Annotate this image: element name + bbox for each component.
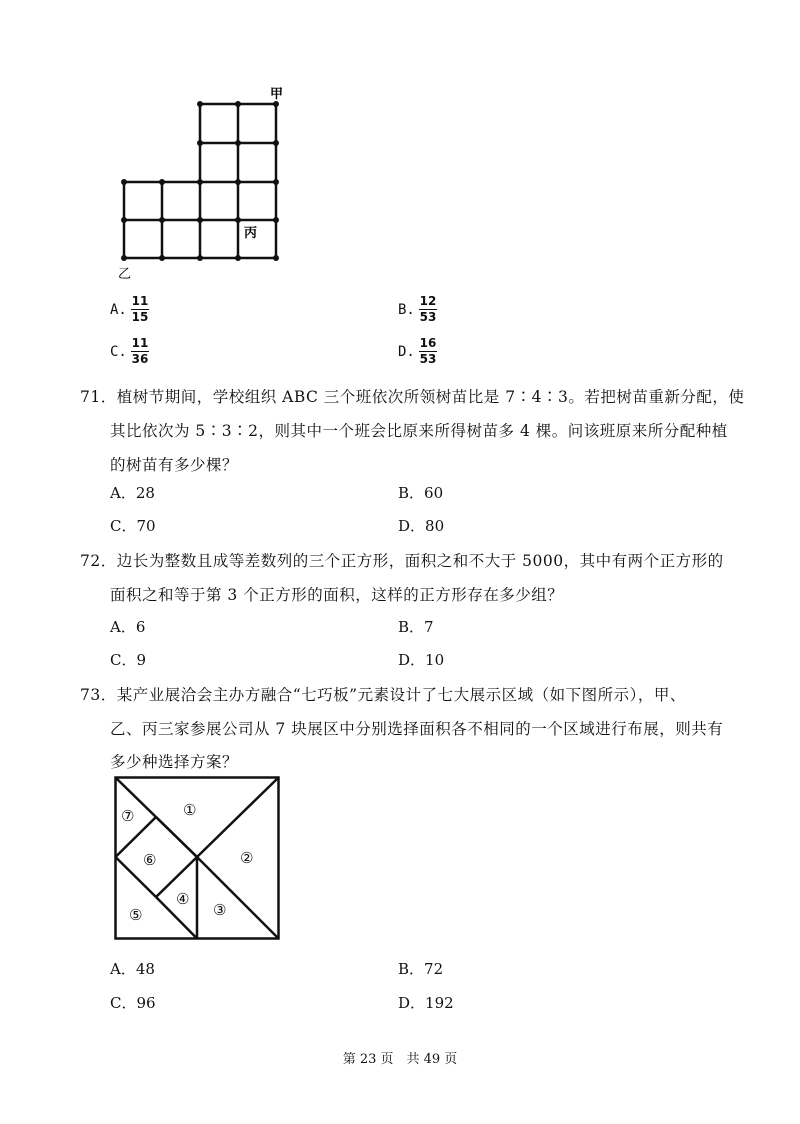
option-label: A.	[110, 302, 127, 318]
region-4-label: ④	[176, 890, 190, 908]
option-label: C.	[110, 344, 127, 360]
denominator: 36	[131, 352, 149, 366]
fraction	[419, 295, 437, 324]
label-yi: 乙	[118, 267, 132, 282]
option-label: B.	[398, 302, 415, 318]
q71-line3: 的树苗有多少棵？	[110, 456, 239, 474]
grid-figure-svg	[110, 82, 300, 282]
q71-line1: 71．植树节期间，学校组织 ABC 三个班依次所领树苗比是 7∶4∶3。若把树苗重新分配，使	[80, 388, 745, 406]
q72-option-a[interactable]: A．6	[110, 618, 146, 636]
region-2-label: ②	[240, 849, 254, 867]
grid-figure	[110, 82, 300, 282]
numerator: 11	[131, 336, 149, 350]
numerator: 11	[131, 294, 149, 308]
q72-line1: 72．边长为整数且成等差数列的三个正方形，面积之和不大于 5000，其中有两个正方形的	[80, 552, 724, 570]
region-3-label: ③	[213, 901, 227, 919]
q73-line1: 73．某产业展洽会主办方融合“七巧板”元素设计了七大展示区域（如下图所示），甲、	[80, 686, 686, 704]
label-jia: 甲	[270, 87, 284, 102]
tangram-figure	[113, 775, 283, 945]
fraction	[419, 337, 437, 366]
region-5-label: ⑤	[129, 906, 143, 924]
numerator: 16	[419, 336, 437, 350]
tangram-svg	[113, 775, 283, 945]
label-bing: 丙	[244, 226, 258, 241]
q72-option-c[interactable]: C．9	[110, 651, 147, 669]
q73-line3: 多少种选择方案？	[110, 753, 239, 771]
fraction	[131, 295, 149, 324]
region-6-label: ⑥	[143, 851, 157, 869]
q72-line2: 面积之和等于第 3 个正方形的面积，这样的正方形存在多少组？	[110, 586, 564, 604]
region-7-label: ⑦	[121, 807, 135, 825]
q72-option-d[interactable]: D．10	[398, 651, 445, 669]
q73-option-c[interactable]: C．96	[110, 994, 156, 1012]
q71-option-a[interactable]: A．28	[110, 484, 155, 502]
denominator: 53	[419, 352, 437, 366]
denominator: 15	[131, 310, 149, 324]
q71-option-c[interactable]: C．70	[110, 517, 156, 535]
q73-option-d[interactable]: D．192	[398, 994, 454, 1012]
q72-option-b[interactable]: B．7	[398, 618, 434, 636]
fraction	[131, 337, 149, 366]
denominator: 53	[419, 310, 437, 324]
option-label: D.	[398, 344, 415, 360]
region-1-label: ①	[183, 801, 197, 819]
q73-option-b[interactable]: B．72	[398, 960, 444, 978]
q71-line2: 其比依次为 5∶3∶2，则其中一个班会比原来所得树苗多 4 棵。问该班原来所分配种植	[110, 422, 728, 440]
q73-option-a[interactable]: A．48	[110, 960, 155, 978]
q71-option-d[interactable]: D．80	[398, 517, 445, 535]
q73-line2: 乙、丙三家参展公司从 7 块展区中分别选择面积各不相同的一个区域进行布展，则共有	[110, 720, 724, 738]
page-footer: 第 23 页 共 49 页	[342, 1052, 458, 1067]
q71-option-b[interactable]: B．60	[398, 484, 444, 502]
numerator: 12	[419, 294, 437, 308]
